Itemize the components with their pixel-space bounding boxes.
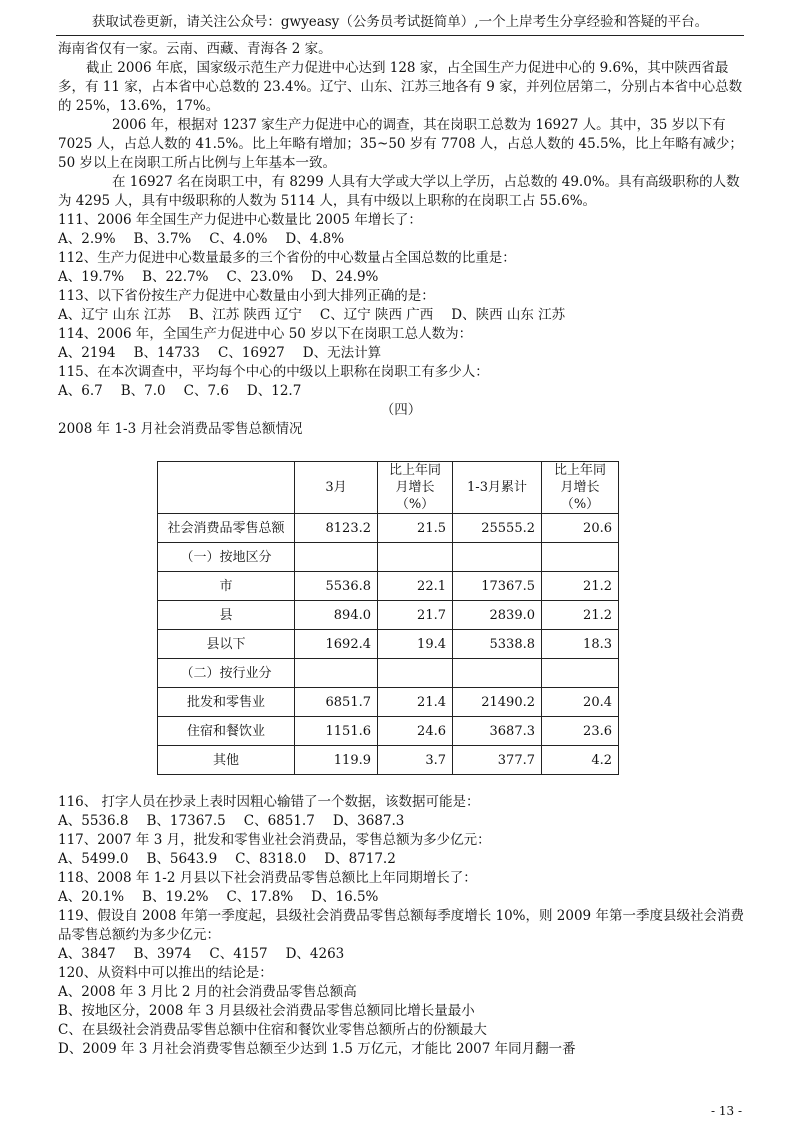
value-cell: 25555.2 — [453, 514, 542, 543]
question-text: 118、2008 年 1-2 月县以下社会消费品零售总额比上年同期增长了： — [58, 870, 477, 886]
option-c: C、23.0% — [226, 269, 294, 285]
option-a: A、6.7 — [58, 383, 103, 399]
option-d: D、无法计算 — [302, 345, 382, 361]
table-row — [158, 601, 619, 630]
value-cell: 5338.8 — [453, 630, 542, 659]
option-a: A、5499.0 — [58, 851, 129, 867]
row-label-cell: 县 — [158, 601, 295, 630]
question-text: 117、2007 年 3 月，批发和零售业社会消费品，零售总额为多少亿元： — [58, 832, 491, 848]
value-cell — [295, 543, 378, 572]
option-c: C、6851.7 — [243, 813, 315, 829]
question-text: 114、2006 年，全国生产力促进中心 50 岁以下在岗职工总人数为： — [58, 326, 473, 342]
option-a: A、2.9% — [58, 231, 116, 247]
option-d: D、陕西 山东 江苏 — [451, 307, 566, 323]
value-cell: 6851.7 — [295, 688, 378, 717]
option-d: D、4.8% — [285, 231, 345, 247]
option-b: B、22.7% — [142, 269, 209, 285]
retail-sales-table — [157, 461, 619, 775]
value-cell — [453, 659, 542, 688]
value-cell: 22.1 — [378, 572, 453, 601]
table-header-cell — [158, 462, 295, 514]
option-line: C、在县级社会消费品零售总额中住宿和餐饮业零售总额所占的份额最大 — [58, 1022, 487, 1038]
value-cell: 21.2 — [542, 572, 619, 601]
option-d: D、4263 — [285, 946, 345, 962]
table-header-cell: 1-3月累计 — [453, 462, 542, 514]
question-text: 120、从资料中可以推出的结论是： — [58, 965, 273, 981]
value-cell: 4.2 — [542, 746, 619, 775]
option-b: B、3974 — [133, 946, 192, 962]
table-header-cell: 3月 — [295, 462, 378, 514]
question-text: 111、2006 年全国生产力促进中心数量比 2005 年增长了： — [58, 212, 422, 228]
questions-set-a — [58, 211, 744, 401]
value-cell: 894.0 — [295, 601, 378, 630]
row-label-cell: （二）按行业分 — [158, 659, 295, 688]
options-row — [58, 230, 744, 249]
value-cell: 20.4 — [542, 688, 619, 717]
options-row — [58, 382, 744, 401]
option-c: C、8318.0 — [235, 851, 307, 867]
row-label-cell: 社会消费品零售总额 — [158, 514, 295, 543]
value-cell: 19.4 — [378, 630, 453, 659]
option-a: A、辽宁 山东 江苏 — [58, 307, 171, 323]
questions-set-b — [58, 793, 744, 964]
table-row — [158, 717, 619, 746]
option-a: A、2194 — [58, 345, 116, 361]
value-cell — [378, 659, 453, 688]
option-a: A、20.1% — [58, 889, 125, 905]
row-label-cell: 县以下 — [158, 630, 295, 659]
page-header: 获取试卷更新，请关注公众号：gwyeasy（公务员考试挺简单）,一个上岸考生分享经验和答疑的平台。 — [91, 14, 709, 30]
row-label-cell: （一）按地区分 — [158, 543, 295, 572]
value-cell: 21490.2 — [453, 688, 542, 717]
question-text: 119、假设自 2008 年第一季度起，县级社会消费品零售总额每季度增长 10%，则 2009 年第一季度县级社会消费品零售总额约为多少亿元： — [58, 908, 744, 943]
value-cell: 377.7 — [453, 746, 542, 775]
option-line: B、按地区分，2008 年 3 月县级社会消费品零售总额同比增长量最小 — [58, 1003, 475, 1019]
row-label-cell: 其他 — [158, 746, 295, 775]
option-d: D、8717.2 — [324, 851, 396, 867]
value-cell: 119.9 — [295, 746, 378, 775]
value-cell — [295, 659, 378, 688]
option-b: B、江苏 陕西 辽宁 — [188, 307, 302, 323]
table-body — [158, 514, 619, 775]
option-a: A、5536.8 — [58, 813, 129, 829]
document-body — [58, 40, 744, 1059]
value-cell: 1692.4 — [295, 630, 378, 659]
value-cell: 17367.5 — [453, 572, 542, 601]
table-header-cell: 比上年同月增长（%） — [378, 462, 453, 514]
option-b: B、14733 — [133, 345, 200, 361]
value-cell: 21.2 — [542, 601, 619, 630]
value-cell: 2839.0 — [453, 601, 542, 630]
table-row — [158, 746, 619, 775]
value-cell: 21.5 — [378, 514, 453, 543]
option-c: C、16927 — [217, 345, 285, 361]
value-cell: 23.6 — [542, 717, 619, 746]
option-b: B、3.7% — [133, 231, 192, 247]
value-cell — [542, 659, 619, 688]
options-row — [58, 268, 744, 287]
value-cell: 24.6 — [378, 717, 453, 746]
option-line: D、2009 年 3 月社会消费零售总额至少达到 1.5 万亿元，才能比 2007 年同月翻一番 — [58, 1041, 576, 1057]
options-row — [58, 850, 744, 869]
option-b: B、5643.9 — [146, 851, 218, 867]
row-label-cell: 批发和零售业 — [158, 688, 295, 717]
table-row — [158, 630, 619, 659]
row-label-cell: 住宿和餐饮业 — [158, 717, 295, 746]
value-cell: 8123.2 — [295, 514, 378, 543]
option-c: C、4.0% — [209, 231, 268, 247]
table-row — [158, 572, 619, 601]
table-row — [158, 659, 619, 688]
options-row — [58, 344, 744, 363]
paragraph-1: 海南省仅有一家。云南、西藏、青海各 2 家。 — [58, 41, 332, 57]
options-row — [58, 945, 744, 964]
table-title: 2008 年 1-3 月社会消费品零售总额情况 — [58, 421, 303, 437]
option-line: A、2008 年 3 月比 2 月的社会消费品零售总额高 — [58, 984, 357, 1000]
section-label: （四） — [380, 402, 422, 418]
option-d: D、24.9% — [311, 269, 379, 285]
table-header-row — [158, 462, 619, 514]
options-row — [58, 306, 744, 325]
paragraph-3: 2006 年，根据对 1237 家生产力促进中心的调查，其在岗职工总数为 16927 人。其中，35 岁以下有 7025 人，占总人数的 41.5%。比上年略有增加；35~50 岁有 7708 人，占总人数的 45.5%，比上年略有减少；50 岁以上在岗职工所占比例与上年基本一致。 — [58, 117, 743, 171]
table-row — [158, 688, 619, 717]
table-container — [157, 461, 744, 775]
option-d: D、3687.3 — [332, 813, 405, 829]
paragraph-2: 截止 2006 年底，国家级示范生产力促进中心达到 128 家，占全国生产力促进中心的 9.6%，其中陕西省最多，有 11 家，占本省中心总数的 23.4%。辽宁、山东、江苏三地各有 9 家，并列位居第二，分别占本省中心总数的 25%，13.6%，17%。 — [58, 60, 743, 114]
option-c: C、辽宁 陕西 广西 — [319, 307, 434, 323]
option-c: C、17.8% — [226, 889, 294, 905]
header-divider — [56, 35, 744, 36]
value-cell: 21.7 — [378, 601, 453, 630]
value-cell — [453, 543, 542, 572]
value-cell — [542, 543, 619, 572]
value-cell: 5536.8 — [295, 572, 378, 601]
option-c: C、4157 — [209, 946, 268, 962]
option-a: A、3847 — [58, 946, 116, 962]
options-row — [58, 812, 744, 831]
table-row — [158, 543, 619, 572]
value-cell: 1151.6 — [295, 717, 378, 746]
question-text: 112、生产力促进中心数量最多的三个省份的中心数量占全国总数的比重是： — [58, 250, 516, 266]
question-text: 116、 打字人员在抄录上表时因粗心输错了一个数据，该数据可能是： — [58, 794, 480, 810]
value-cell: 3687.3 — [453, 717, 542, 746]
question-text: 113、以下省份按生产力促进中心数量由小到大排列正确的是： — [58, 288, 435, 304]
paragraph-4: 在 16927 名在岗职工中，有 8299 人具有大学或大学以上学历，占总数的 49.0%。具有高级职称的人数为 4295 人，具有中级职称的人数为 5114 人，具有中级以上职称的在岗职工占 55.6%。 — [58, 174, 740, 209]
option-a: A、19.7% — [58, 269, 125, 285]
value-cell — [378, 543, 453, 572]
table-header-cell: 比上年同月增长（%） — [542, 462, 619, 514]
value-cell: 3.7 — [378, 746, 453, 775]
question-text: 115、在本次调查中，平均每个中心的中级以上职称在岗职工有多少人： — [58, 364, 489, 380]
options-row — [58, 888, 744, 907]
table-row — [158, 514, 619, 543]
option-b: B、17367.5 — [146, 813, 226, 829]
option-b: B、19.2% — [142, 889, 209, 905]
value-cell: 18.3 — [542, 630, 619, 659]
page-number: - 13 - — [710, 1104, 742, 1118]
value-cell: 21.4 — [378, 688, 453, 717]
option-d: D、16.5% — [311, 889, 379, 905]
option-c: C、7.6 — [183, 383, 229, 399]
option-b: B、7.0 — [120, 383, 166, 399]
option-d: D、12.7 — [246, 383, 302, 399]
question-120 — [58, 964, 744, 1059]
value-cell: 20.6 — [542, 514, 619, 543]
row-label-cell: 市 — [158, 572, 295, 601]
